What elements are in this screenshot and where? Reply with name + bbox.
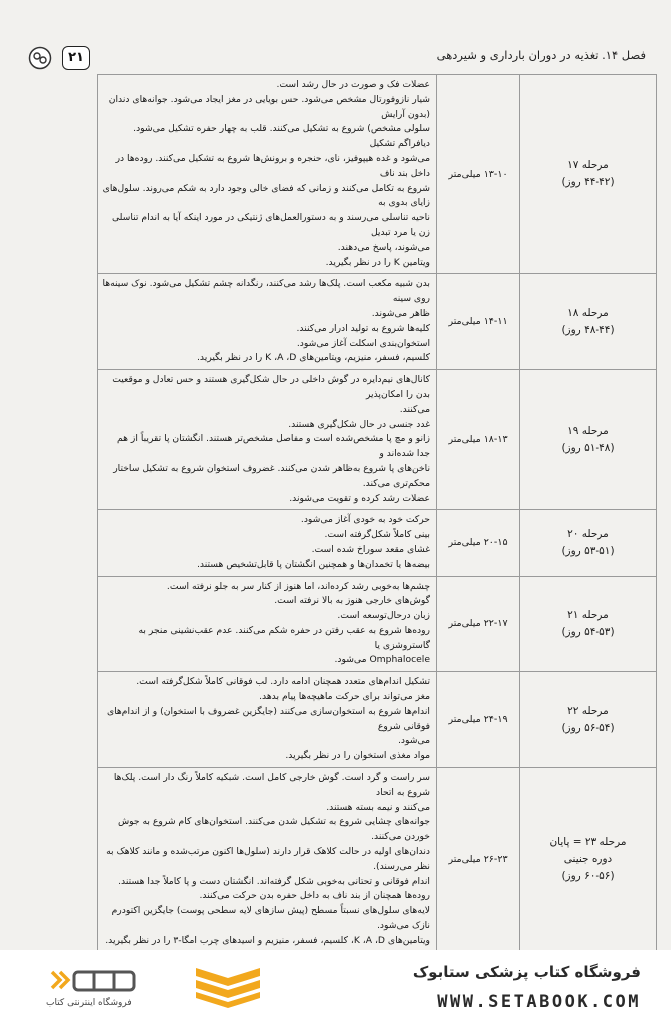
description-line: بدن شبیه مکعب است. پلک‌ها رشد می‌کنند، رنگدانه چشم تشکیل می‌شود. نوک سینه‌ها روی سینه (102, 278, 430, 305)
description-line: می‌شوند، پاسخ می‌دهند. (337, 241, 430, 253)
description-line: ظاهر می‌شوند. (371, 307, 430, 319)
description-line: عضلات رشد کرده و تقویت می‌شوند. (289, 492, 430, 504)
stage-label: مرحله ۲۱ (567, 608, 609, 621)
description-line: اندام فوقانی و تحتانی به‌خوبی شکل گرفته‌اند. انگشتان دست و پا کاملاً جدا هستند. (118, 875, 430, 887)
description-line: عضلات فک و صورت در حال رشد است. (276, 79, 430, 90)
description-line: مغز می‌تواند برای حرکت ماهیچه‌ها پیام بدهد. (259, 691, 430, 703)
table-row (98, 672, 657, 768)
description-cell (98, 510, 437, 576)
description-line: غشای مقعد سوراخ شده است. (311, 543, 430, 555)
description-line: سلولی مشخص) شروع به تشکیل می‌کنند. قلب به چهار حفره تشکیل می‌شود. دیافراگم تشکیل (133, 123, 430, 150)
stage-label: مرحله ۱۹ (567, 424, 609, 437)
description-line: روده‌ها همچنان از بند ناف به داخل حفره بدن حرکت می‌کنند. (199, 890, 430, 902)
description-line: زبان درحال‌توسعه است. (337, 610, 430, 622)
stage-label: مرحله ۲۲ (567, 704, 609, 717)
description-line: Omphalocele می‌شود. (334, 654, 430, 666)
description-line: زانو و مچ پا مشخص‌شده است و مفاصل مشخص‌تر هستند. انگشتان پا تقریباً از هم جدا شده‌اند و (117, 433, 430, 460)
stage-label: مرحله ۲۰ (567, 527, 609, 540)
stage-cell (520, 370, 657, 510)
table-row (98, 768, 657, 950)
page-header (8, 42, 660, 74)
size-cell: ۲۶-۲۳ میلی‌متر (437, 768, 520, 950)
stage-label: (۵۱-۴۸ روز) (561, 441, 615, 454)
description-line: مواد مغذی استخوان را در نظر بگیرید. (285, 750, 430, 762)
development-stages-table (97, 74, 657, 950)
description-line: ناحیه تناسلی می‌رسند و به دستورالعمل‌های ژنتیکی در مورد اینکه آیا به اندام تناسلی زن یا مرد تبدیل (111, 212, 430, 238)
store-footer (0, 950, 671, 1024)
stage-label: (۴۸-۴۴ روز) (561, 323, 615, 336)
description-line: گوش‌های خارجی هنوز به بالا نرفته است. (274, 595, 430, 607)
description-line: ناخن‌های پا شروع به‌ظاهر شدن می‌کنند. غضروف استخوان شروع به تشکیل ساختار محکم‌تری می‌کند. (113, 462, 430, 489)
size-cell: ۲۲-۱۷ میلی‌متر (437, 576, 520, 672)
stage-cell (520, 576, 657, 672)
stage-cell (520, 768, 657, 950)
description-cell (98, 768, 437, 950)
description-line: شیار نازوفورتال مشخص می‌شود. حس بویایی در مغز ایجاد می‌شود. جوانه‌های دندان (بدون آرایش (108, 93, 430, 120)
description-line: بیضه‌ها یا تخمدان‌ها و همچنین انگشتان پا قابل‌تشخیص هستند. (196, 558, 430, 570)
description-cell (98, 75, 437, 274)
description-line: بینی کاملاً شکل‌گرفته است. (324, 529, 430, 541)
description-line: کلسیم، فسفر، منیزیم، ویتامین‌های K ،A ،D را در نظر بگیرید. (197, 352, 430, 364)
description-line: جوانه‌های چشایی شروع به تشکیل شدن می‌کنند. استخوان‌های کام شروع به جوش خوردن می‌کنند. (117, 816, 430, 843)
size-cell: ۱۳-۱۰ میلی‌متر (437, 75, 520, 274)
stage-cell (520, 672, 657, 768)
description-line: دندان‌های اولیه در حالت کلاهک قرار دارند (سلول‌ها اکنون مرتب‌شده و مانند کلاهک به نظر می‌رسند). (106, 846, 430, 872)
size-cell: ۲۰-۱۵ میلی‌متر (437, 510, 520, 576)
stage-label: (۵۳-۵۱ روز) (561, 544, 615, 557)
stage-cell (520, 75, 657, 274)
stage-label: مرحله ۱۷ (567, 159, 609, 172)
stage-label: مرحله ۲۳ = پایان (549, 836, 627, 849)
description-line: سر راست و گرد است. گوش خارجی کامل است. شبکیه کاملاً رنگ دار است. پلک‌ها شروع به اتحاد (113, 772, 430, 798)
table-row (98, 576, 657, 672)
chapter-title: فصل ۱۴. تغذیه در دوران بارداری و شیردهی (436, 48, 646, 62)
stacked-books-icon (196, 964, 260, 1008)
size-cell: ۲۴-۱۹ میلی‌متر (437, 672, 520, 768)
stage-label: (۵۶-۵۴ روز) (561, 721, 615, 734)
description-line: ویتامین‌های K ،A ،D، کلسیم، فسفر، منیزیم و اسیدهای چرب امگا-۳ را در نظر بگیرید. (105, 934, 430, 946)
description-line: غدد جنسی در حال شکل‌گیری هستند. (288, 418, 430, 430)
description-line: می‌کنند. (399, 403, 430, 415)
table-row (98, 510, 657, 576)
description-line: می‌کنند و نیمه بسته هستند. (326, 801, 430, 813)
description-line: چشم‌ها به‌خوبی رشد کرده‌اند، اما هنوز از کنار سر به جلو نرفته است. (166, 580, 430, 592)
chapter-logo-icon (28, 46, 52, 70)
store-subtitle: فروشگاه اینترنتی کتاب (46, 998, 132, 1008)
description-cell (98, 274, 437, 370)
stage-cell (520, 510, 657, 576)
page-number: ۲۱ (62, 46, 90, 70)
description-line: می‌شود و غده هیپوفیز، نای، حنجره و برونش‌ها شروع به تشکیل می‌کنند. روده‌ها در داخل بند ناف (115, 152, 430, 179)
description-line: شروع به تکامل می‌کنند و زمانی که فضای خالی وجود دارد به شکم می‌روند. سلول‌های زایای بدوی به (102, 182, 430, 209)
size-cell: ۱۸-۱۳ میلی‌متر (437, 370, 520, 510)
stage-label: (۵۴-۵۳ روز) (561, 625, 615, 638)
description-line: روده‌ها شروع به عقب رفتن در حفره شکم می‌کنند. عدم عقب‌نشینی منجر به گاستروشزی یا (138, 624, 430, 651)
stage-label: دوره جنینی (563, 853, 613, 866)
stage-label: (۶۰-۵۶ روز) (561, 870, 615, 883)
description-line: لایه‌های سلول‌های نسبتاً مسطح (پیش سازهای لایه سطحی پوست) جایگزین اکتودرم نازک می‌شود. (111, 905, 430, 932)
size-cell: ۱۴-۱۱ میلی‌متر (437, 274, 520, 370)
description-line: تشکیل اندام‌های متعدد همچنان ادامه دارد. لب فوقانی کاملاً شکل‌گرفته است. (136, 676, 430, 688)
stage-label: (۴۴-۴۲ روز) (561, 176, 615, 189)
description-line: کانال‌های نیم‌دایره در گوش داخلی در حال شکل‌گیری هستند و حس تعادل و موقعیت بدن را امکان‌پذیر (112, 374, 430, 400)
table-row (98, 370, 657, 510)
description-line: ویتامین K را در نظر بگیرید. (325, 256, 430, 268)
stage-cell (520, 274, 657, 370)
store-name: فروشگاه کتاب پزشکی ستابوک (412, 963, 641, 981)
description-line: کلیه‌ها شروع به تولید ادرار می‌کنند. (296, 322, 430, 334)
stage-label: مرحله ۱۸ (567, 306, 609, 319)
setabook-logo-icon (48, 964, 138, 996)
store-url[interactable]: WWW.SETABOOK.COM (437, 992, 641, 1012)
table-row (98, 75, 657, 274)
description-line: اندام‌ها شروع به استخوان‌سازی می‌کنند (جایگزین غضروف با استخوان) و از اندام‌های فوقانی شروع (106, 705, 430, 732)
description-cell (98, 672, 437, 768)
table-row (98, 274, 657, 370)
description-line: می‌شود. (397, 735, 430, 747)
description-line: حرکت خود به خودی آغاز می‌شود. (300, 514, 430, 526)
description-cell (98, 576, 437, 672)
description-cell (98, 370, 437, 510)
description-line: استخوان‌بندی اسکلت آغاز می‌شود. (296, 337, 430, 349)
